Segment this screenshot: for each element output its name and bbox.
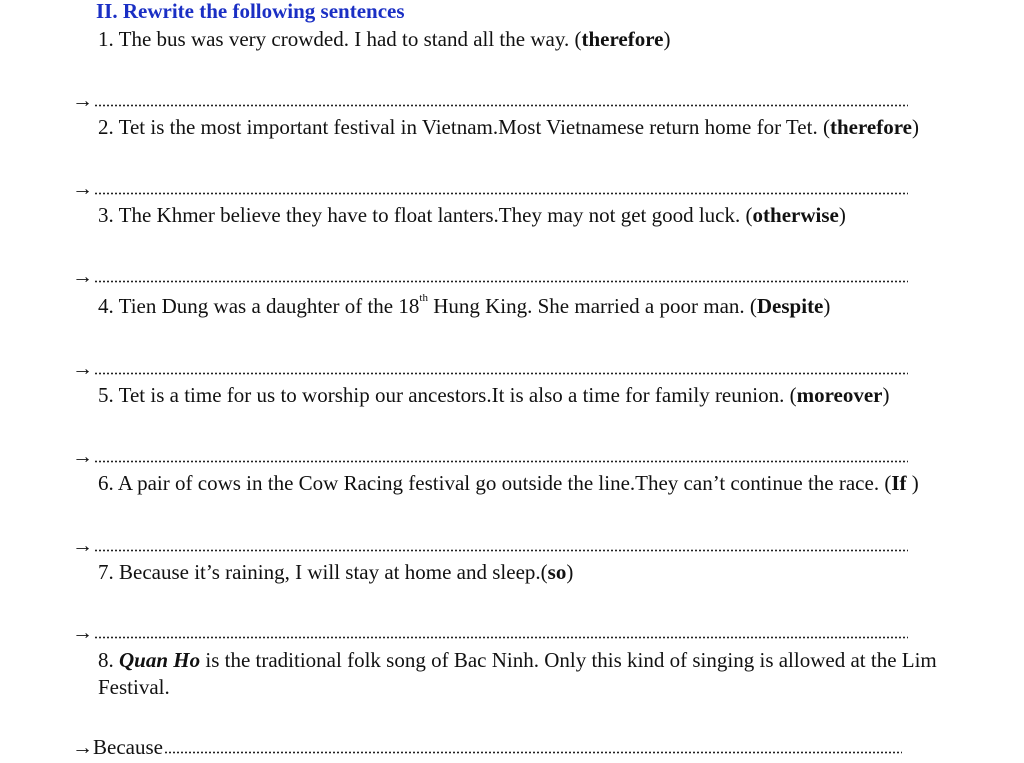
dotted-line [94, 636, 908, 639]
keyword: otherwise [752, 203, 839, 227]
sentence-text: Tet is the most important festival in Vietnam.Most Vietnamese return home for Tet. [118, 115, 818, 139]
dotted-line [94, 372, 908, 375]
answer-line-7[interactable] [72, 620, 908, 644]
keyword-hint: (Despite) [749, 294, 831, 318]
arrow-icon: → [72, 356, 93, 380]
sentence-number: 8. [98, 648, 114, 672]
arrow-icon: → [72, 533, 93, 557]
sentence-2 [98, 114, 919, 141]
answer-line-5[interactable] [72, 444, 908, 468]
sentence-7 [98, 559, 573, 586]
arrow-icon: → [72, 735, 93, 759]
sentence-text: Because it’s raining, I will stay at home and sleep. [119, 560, 541, 584]
dotted-line [94, 192, 908, 195]
sentence-number: 4. [98, 294, 114, 318]
arrow-icon: → [72, 620, 93, 644]
sentence-text: Tien Dung was a daughter of the 18th Hung King. She married a poor man. [118, 292, 745, 318]
sentence-number: 7. [98, 560, 114, 584]
answer-line-3[interactable] [72, 264, 908, 288]
keyword-hint: (so) [540, 560, 574, 584]
sentence-number: 1. [98, 27, 114, 51]
sentence-text: The bus was very crowded. I had to stand all the way. [118, 27, 570, 51]
sentence-text: A pair of cows in the Cow Racing festival go outside the line.They can’t continue the race. [117, 471, 880, 495]
keyword-hint: (therefore) [822, 115, 919, 139]
keyword-hint: (If ) [884, 471, 919, 495]
answer-line-2[interactable] [72, 176, 908, 200]
sentence-4 [98, 293, 830, 320]
sentence-3 [98, 202, 846, 229]
dotted-line [164, 751, 902, 754]
answer-line-1[interactable] [72, 88, 908, 112]
keyword: moreover [796, 383, 883, 407]
keyword: If [891, 471, 907, 495]
answer-line-6[interactable] [72, 533, 908, 557]
sentence-number: 2. [98, 115, 114, 139]
keyword: so [547, 560, 567, 584]
dotted-line [94, 549, 908, 552]
dotted-line [94, 104, 908, 107]
sentence-text: The Khmer believe they have to float lanters.They may not get good luck. [118, 203, 741, 227]
keyword-hint: (therefore) [574, 27, 671, 51]
sentence-5 [98, 382, 890, 409]
sentence-number: 5. [98, 383, 114, 407]
section-heading: II. Rewrite the following sentences [96, 0, 405, 23]
keyword-hint: (otherwise) [745, 203, 846, 227]
emphasized-term: Quan Ho [119, 648, 201, 672]
keyword-hint: (moreover) [789, 383, 890, 407]
sentence-text: is the traditional folk song of Bac Ninh. Only this kind of singing is allowed at the Lim Festival. [98, 648, 937, 699]
sentence-6 [98, 470, 919, 497]
dotted-line [94, 460, 908, 463]
keyword: therefore [829, 115, 912, 139]
sentence-8 [98, 647, 978, 701]
sentence-number: 3. [98, 203, 114, 227]
answer-lead-word: Because [93, 735, 163, 759]
arrow-icon: → [72, 444, 93, 468]
sentence-text: Tet is a time for us to worship our ancestors.It is also a time for family reunion. [118, 383, 785, 407]
arrow-icon: → [72, 88, 93, 112]
keyword: Despite [756, 294, 824, 318]
arrow-icon: → [72, 176, 93, 200]
keyword: therefore [581, 27, 664, 51]
answer-line-8[interactable] [72, 735, 902, 759]
ordinal-suffix: th [419, 292, 428, 304]
sentence-number: 6. [98, 471, 114, 495]
answer-line-4[interactable] [72, 356, 908, 380]
dotted-line [94, 280, 908, 283]
arrow-icon: → [72, 264, 93, 288]
sentence-1 [98, 26, 670, 53]
